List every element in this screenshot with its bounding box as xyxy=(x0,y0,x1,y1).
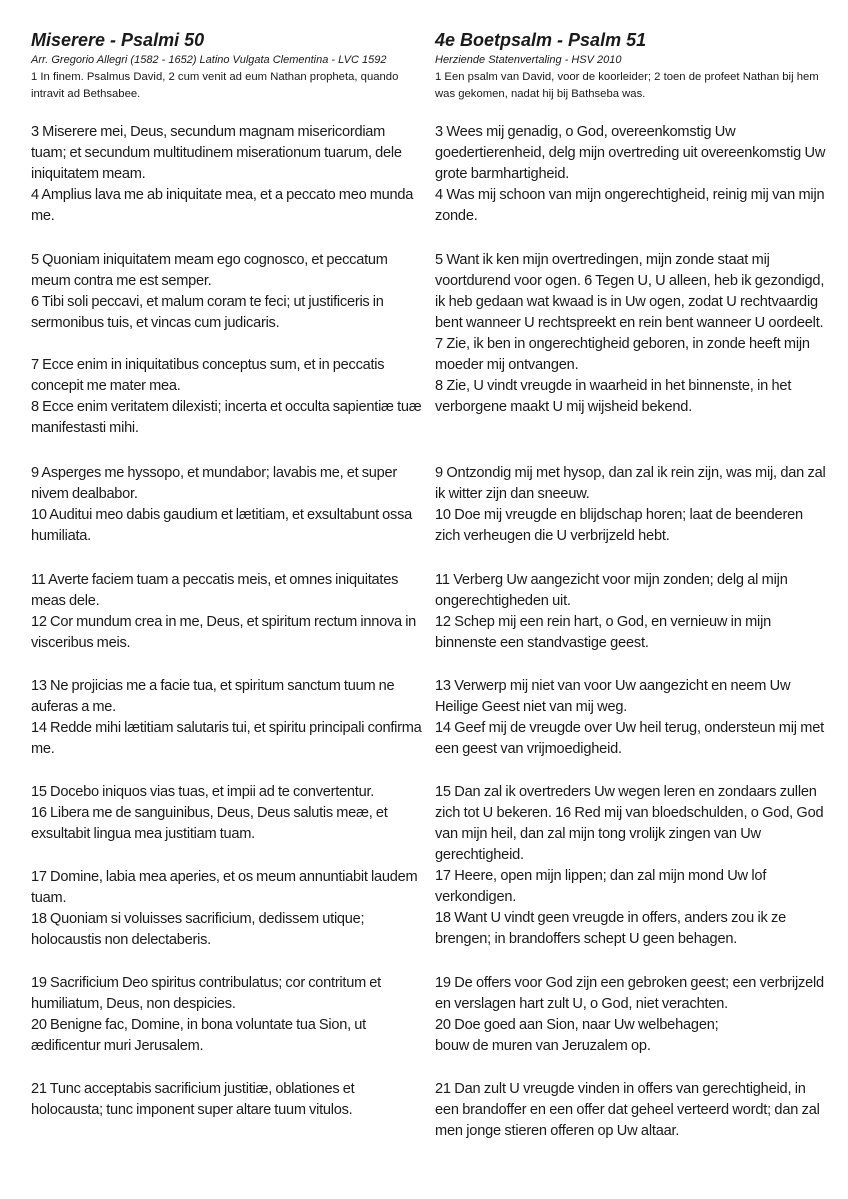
latin-stanza-19-20 xyxy=(31,973,423,1057)
verse: 21 Tunc acceptabis sacrificium justitiæ, oblationes et holocausta; tunc imponent super altare tuum vitulos. xyxy=(31,1081,355,1118)
latin-stanza-17-18 xyxy=(31,867,423,951)
verse: 7 Zie, ik ben in ongerechtigheid geboren, in zonde heeft mijn moeder mij ontvangen. xyxy=(435,336,810,373)
verse: 21 Dan zult U vreugde vinden in offers van gerechtigheid, in een brandoffer en een offer dat geheel verteerd wordt; dan zal men jonge stieren offeren op Uw altaar. xyxy=(435,1081,820,1139)
verse: 12 Cor mundum crea in me, Deus, et spiritum rectum innova in visceribus meis. xyxy=(31,614,417,651)
verse: 6 Tibi soli peccavi, et malum coram te feci; ut justificeris in sermonibus tuis, et vincas cum judicaris. xyxy=(31,294,384,331)
verse: 9 Ontzondig mij met hysop, dan zal ik rein zijn, was mij, dan zal ik witter zijn dan sneeuw. xyxy=(435,465,826,502)
verse: 18 Quoniam si voluisses sacrificium, dedissem utique; holocaustis non delectaberis. xyxy=(31,911,365,948)
verse: 17 Domine, labia mea aperies, et os meum annuntiabit laudem tuam. xyxy=(31,869,418,906)
latin-stanza-13-14 xyxy=(31,676,423,760)
verse: 4 Amplius lava me ab iniquitate mea, et a peccato meo munda me. xyxy=(31,187,414,224)
dutch-title: 4e Boetpsalm - Psalm 51 xyxy=(435,30,647,50)
verse: 14 Redde mihi lætitiam salutaris tui, et spiritu principali confirma me. xyxy=(31,720,422,757)
dutch-intro: 1 Een psalm van David, voor de koorleider; 2 toen de profeet Nathan bij hem was gekomen, nadat hij bij Bathseba was. xyxy=(435,71,819,100)
verse: 19 De offers voor God zijn een gebroken geest; een verbrijzeld en verslagen hart zult U, o God, niet verachten. xyxy=(435,975,824,1012)
dutch-stanza-3-4 xyxy=(435,122,830,227)
verse: 10 Doe mij vreugde en blijdschap horen; laat de beenderen zich verheugen die U verbrijzeld hebt. xyxy=(435,507,803,544)
verse: 13 Verwerp mij niet van voor Uw aangezicht en neem Uw Heilige Geest niet van mij weg. xyxy=(435,678,791,715)
verse: 20 Benigne fac, Domine, in bona voluntate tua Sion, ut ædificentur muri Jerusalem. xyxy=(31,1017,366,1054)
verse: 14 Geef mij de vreugde over Uw heil terug, ondersteun mij met een geest van vrijmoedigheid. xyxy=(435,720,824,757)
verse: 7 Ecce enim in iniquitatibus conceptus sum, et in peccatis concepit me mater mea. xyxy=(31,357,385,394)
latin-source: Arr. Gregorio Allegri (1582 - 1652) Latino Vulgata Clementina - LVC 1592 xyxy=(31,54,387,66)
latin-stanza-9-10 xyxy=(31,463,423,547)
dutch-stanza-19-20 xyxy=(435,973,830,1057)
verse: 13 Ne projicias me a facie tua, et spiritum sanctum tuum ne auferas a me. xyxy=(31,678,395,715)
verse: 5 Quoniam iniquitatem meam ego cognosco, et peccatum meum contra me est semper. xyxy=(31,252,388,289)
verse: 19 Sacrificium Deo spiritus contribulatus; cor contritum et humiliatum, Deus, non despicies. xyxy=(31,975,381,1012)
latin-stanza-11-12 xyxy=(31,570,423,654)
verse: 8 Ecce enim veritatem dilexisti; incerta et occulta sapientiæ tuæ manifestasti mihi. xyxy=(31,399,422,436)
verse: 3 Wees mij genadig, o God, overeenkomstig Uw goedertierenheid, delg mijn overtreding uit overeenkomstig Uw grote barmhartigheid. xyxy=(435,124,826,182)
verse: 9 Asperges me hyssopo, et mundabor; lavabis me, et super nivem dealbabor. xyxy=(31,465,398,502)
verse: 11 Verberg Uw aangezicht voor mijn zonden; delg al mijn ongerechtigheden uit. xyxy=(435,572,788,609)
latin-intro: 1 In finem. Psalmus David, 2 cum venit ad eum Nathan propheta, quando intravit ad Bethsabee. xyxy=(31,71,399,100)
verse: 16 Libera me de sanguinibus, Deus, Deus salutis meæ, et exsultabit lingua mea justitiam tuam. xyxy=(31,805,388,842)
verse: 8 Zie, U vindt vreugde in waarheid in het binnenste, in het verborgene maakt U mij wijsheid bekend. xyxy=(435,378,792,415)
dutch-stanza-5-8 xyxy=(435,250,830,418)
dutch-source: Herziende Statenvertaling - HSV 2010 xyxy=(435,54,622,66)
verse: 5 Want ik ken mijn overtredingen, mijn zonde staat mij voortdurend voor ogen. 6 Tegen U, U alleen, heb ik gezondigd, ik heb gedaan wat kwaad is in Uw ogen, zodat U rechtvaardig bent wanneer U rechtspreekt en rein bent wanneer U oordeelt. xyxy=(435,252,825,331)
verse: 4 Was mij schoon van mijn ongerechtigheid, reinig mij van mijn zonde. xyxy=(435,187,825,224)
latin-stanza-15-16 xyxy=(31,782,423,845)
verse: 3 Miserere mei, Deus, secundum magnam misericordiam tuam; et secundum multitudinem miserationum tuarum, dele iniquitatem meam. xyxy=(31,124,402,182)
verse: 11 Averte faciem tuam a peccatis meis, et omnes iniquitates meas dele. xyxy=(31,572,399,609)
dutch-stanza-15-18 xyxy=(435,782,830,950)
verse: 10 Auditui meo dabis gaudium et lætitiam, et exsultabunt ossa humiliata. xyxy=(31,507,413,544)
latin-title: Miserere - Psalmi 50 xyxy=(31,30,205,50)
latin-stanza-21 xyxy=(31,1079,423,1121)
verse: bouw de muren van Jeruzalem op. xyxy=(435,1038,651,1054)
dutch-stanza-21 xyxy=(435,1079,830,1142)
verse: 20 Doe goed aan Sion, naar Uw welbehagen; xyxy=(435,1017,719,1033)
verse: 12 Schep mij een rein hart, o God, en vernieuw in mijn binnenste een standvastige geest. xyxy=(435,614,772,651)
verse: 18 Want U vindt geen vreugde in offers, anders zou ik ze brengen; in brandoffers schept U geen behagen. xyxy=(435,910,787,947)
verse: 15 Docebo iniquos vias tuas, et impii ad te convertentur. xyxy=(31,784,375,800)
dutch-stanza-13-14 xyxy=(435,676,830,760)
latin-stanza-3-4 xyxy=(31,122,423,227)
dutch-stanza-9-10 xyxy=(435,463,830,547)
dutch-stanza-11-12 xyxy=(435,570,830,654)
latin-stanza-7-8 xyxy=(31,355,423,439)
verse: 17 Heere, open mijn lippen; dan zal mijn mond Uw lof verkondigen. xyxy=(435,868,767,905)
verse: 15 Dan zal ik overtreders Uw wegen leren en zondaars zullen zich tot U bekeren. 16 Red mij van bloedschulden, o God, God van mijn heil, dan zal mijn tong vrolijk zingen van Uw gerechtigheid. xyxy=(435,784,824,863)
latin-stanza-5-6 xyxy=(31,250,423,334)
